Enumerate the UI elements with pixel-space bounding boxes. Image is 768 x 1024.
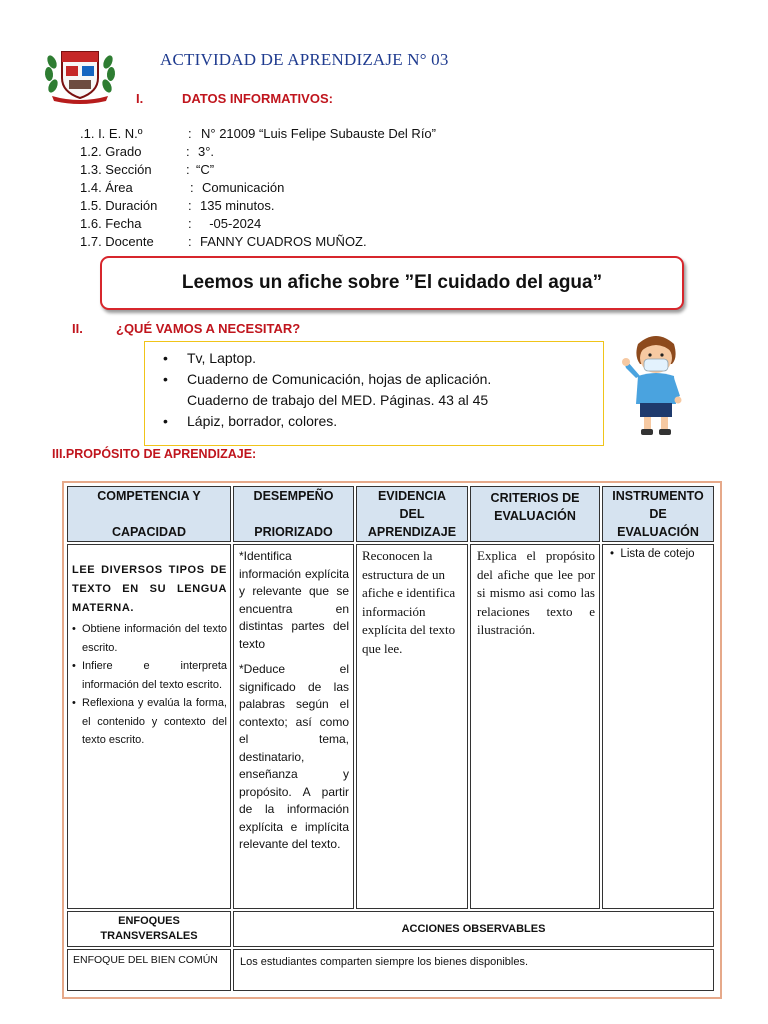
header-evidencia: EVIDENCIA DEL APRENDIZAJE (356, 486, 468, 542)
acciones-header: ACCIONES OBSERVABLES (233, 911, 714, 947)
list-item: • Cuaderno de Comunicación, hojas de aplicación. (161, 369, 491, 390)
desempeno-text: *Deduce el significado de las palabras según el contexto; así como el tema, destinatario, enseñanza y propósito. A partir de la información explícita e implícita relevante del texto. (239, 662, 349, 851)
info-value: -05-2024 (202, 216, 262, 231)
bullet: • (163, 371, 168, 387)
competencia-title: LEE DIVERSOS TIPOS DE TEXTO EN SU LENGUA MATERNA. (72, 564, 227, 614)
enfoque-cell: ENFOQUE DEL BIEN COMÚN (67, 949, 231, 991)
list-item: • Reflexiona y evalúa la forma, el contenido y contexto del texto escrito. (72, 697, 227, 746)
materials-list (161, 348, 491, 432)
info-value: 3°. (198, 144, 215, 159)
info-key: 1.2. Grado (80, 144, 142, 159)
activity-title: ACTIVIDAD DE APRENDIZAJE N° 03 (160, 50, 449, 69)
header-competencia: COMPETENCIA Y CAPACIDAD (67, 486, 231, 542)
bullet: • (610, 548, 615, 560)
desempeno-cell (233, 544, 354, 909)
info-value: 135 minutos. (200, 198, 275, 213)
info-value: “C” (196, 162, 215, 177)
info-value: Comunicación (202, 180, 285, 195)
enfoques-header: ENFOQUES TRANSVERSALES (67, 911, 231, 947)
section-title: ¿QUÉ VAMOS A NECESITAR? (116, 321, 301, 336)
header-desempeno: DESEMPEÑO PRIORIZADO (233, 486, 354, 542)
info-key: 1.7. Docente (80, 234, 154, 249)
instrumento-cell (602, 544, 714, 909)
section-title: DATOS INFORMATIVOS: (182, 91, 333, 106)
accion-cell: Los estudiantes comparten siempre los bienes disponibles. (233, 949, 714, 991)
criterios-cell (470, 544, 600, 909)
section-number: I. (136, 91, 144, 106)
info-key: 1.6. Fecha (80, 216, 142, 231)
list-item: • Infiere e interpreta información del texto escrito. (72, 660, 227, 691)
info-key: 1.5. Duración (80, 198, 158, 213)
section-title: III.PROPÓSITO DE APRENDIZAJE: (52, 447, 257, 461)
laurel-left (44, 54, 59, 94)
list-item: • Lápiz, borrador, colores. (161, 411, 491, 432)
list-item: Cuaderno de trabajo del MED. Páginas. 43 al 45 (187, 392, 489, 408)
info-value: FANNY CUADROS MUÑOZ. (200, 234, 367, 249)
info-key: 1.3. Sección (80, 162, 152, 177)
materials-box (144, 341, 604, 446)
evidencia-text: Reconocen la estructura de un afiche e identifica información explícita del texto que lee. (362, 548, 456, 656)
bullet: • (163, 350, 168, 366)
info-key: .1. I. E. N.º (80, 126, 143, 141)
bullet: • (163, 413, 168, 429)
criterios-text: Explica el propósito del afiche que lee por si mismo asi como las relaciones texto e ilustración. (477, 548, 595, 637)
section-number: II. (72, 321, 83, 336)
evidencia-cell (356, 544, 468, 909)
desempeno-text: *Identifica información explícita y relevante que se encuentra en distintas partes del texto (239, 549, 349, 651)
list-item: • Obtiene información del texto escrito. (72, 623, 227, 654)
school-crest-logo (42, 44, 118, 104)
competencia-cell (67, 544, 231, 909)
header-instrumento: INSTRUMENTO DE EVALUACIÓN (602, 486, 714, 542)
session-title: Leemos un afiche sobre ”El cuidado del agua” (181, 272, 603, 293)
session-title-box (100, 256, 684, 310)
info-value: N° 21009 “Luis Felipe Subauste Del Río” (201, 126, 436, 141)
list-item: • Tv, Laptop. (161, 348, 491, 369)
capacidades-list (72, 620, 227, 750)
info-key: 1.4. Área (80, 180, 133, 195)
instrumento-text: Lista de cotejo (620, 548, 695, 560)
header-criterios: CRITERIOS DE EVALUACIÓN (470, 486, 600, 542)
laurel-right (100, 54, 115, 94)
student-with-mask-illustration (620, 330, 692, 438)
